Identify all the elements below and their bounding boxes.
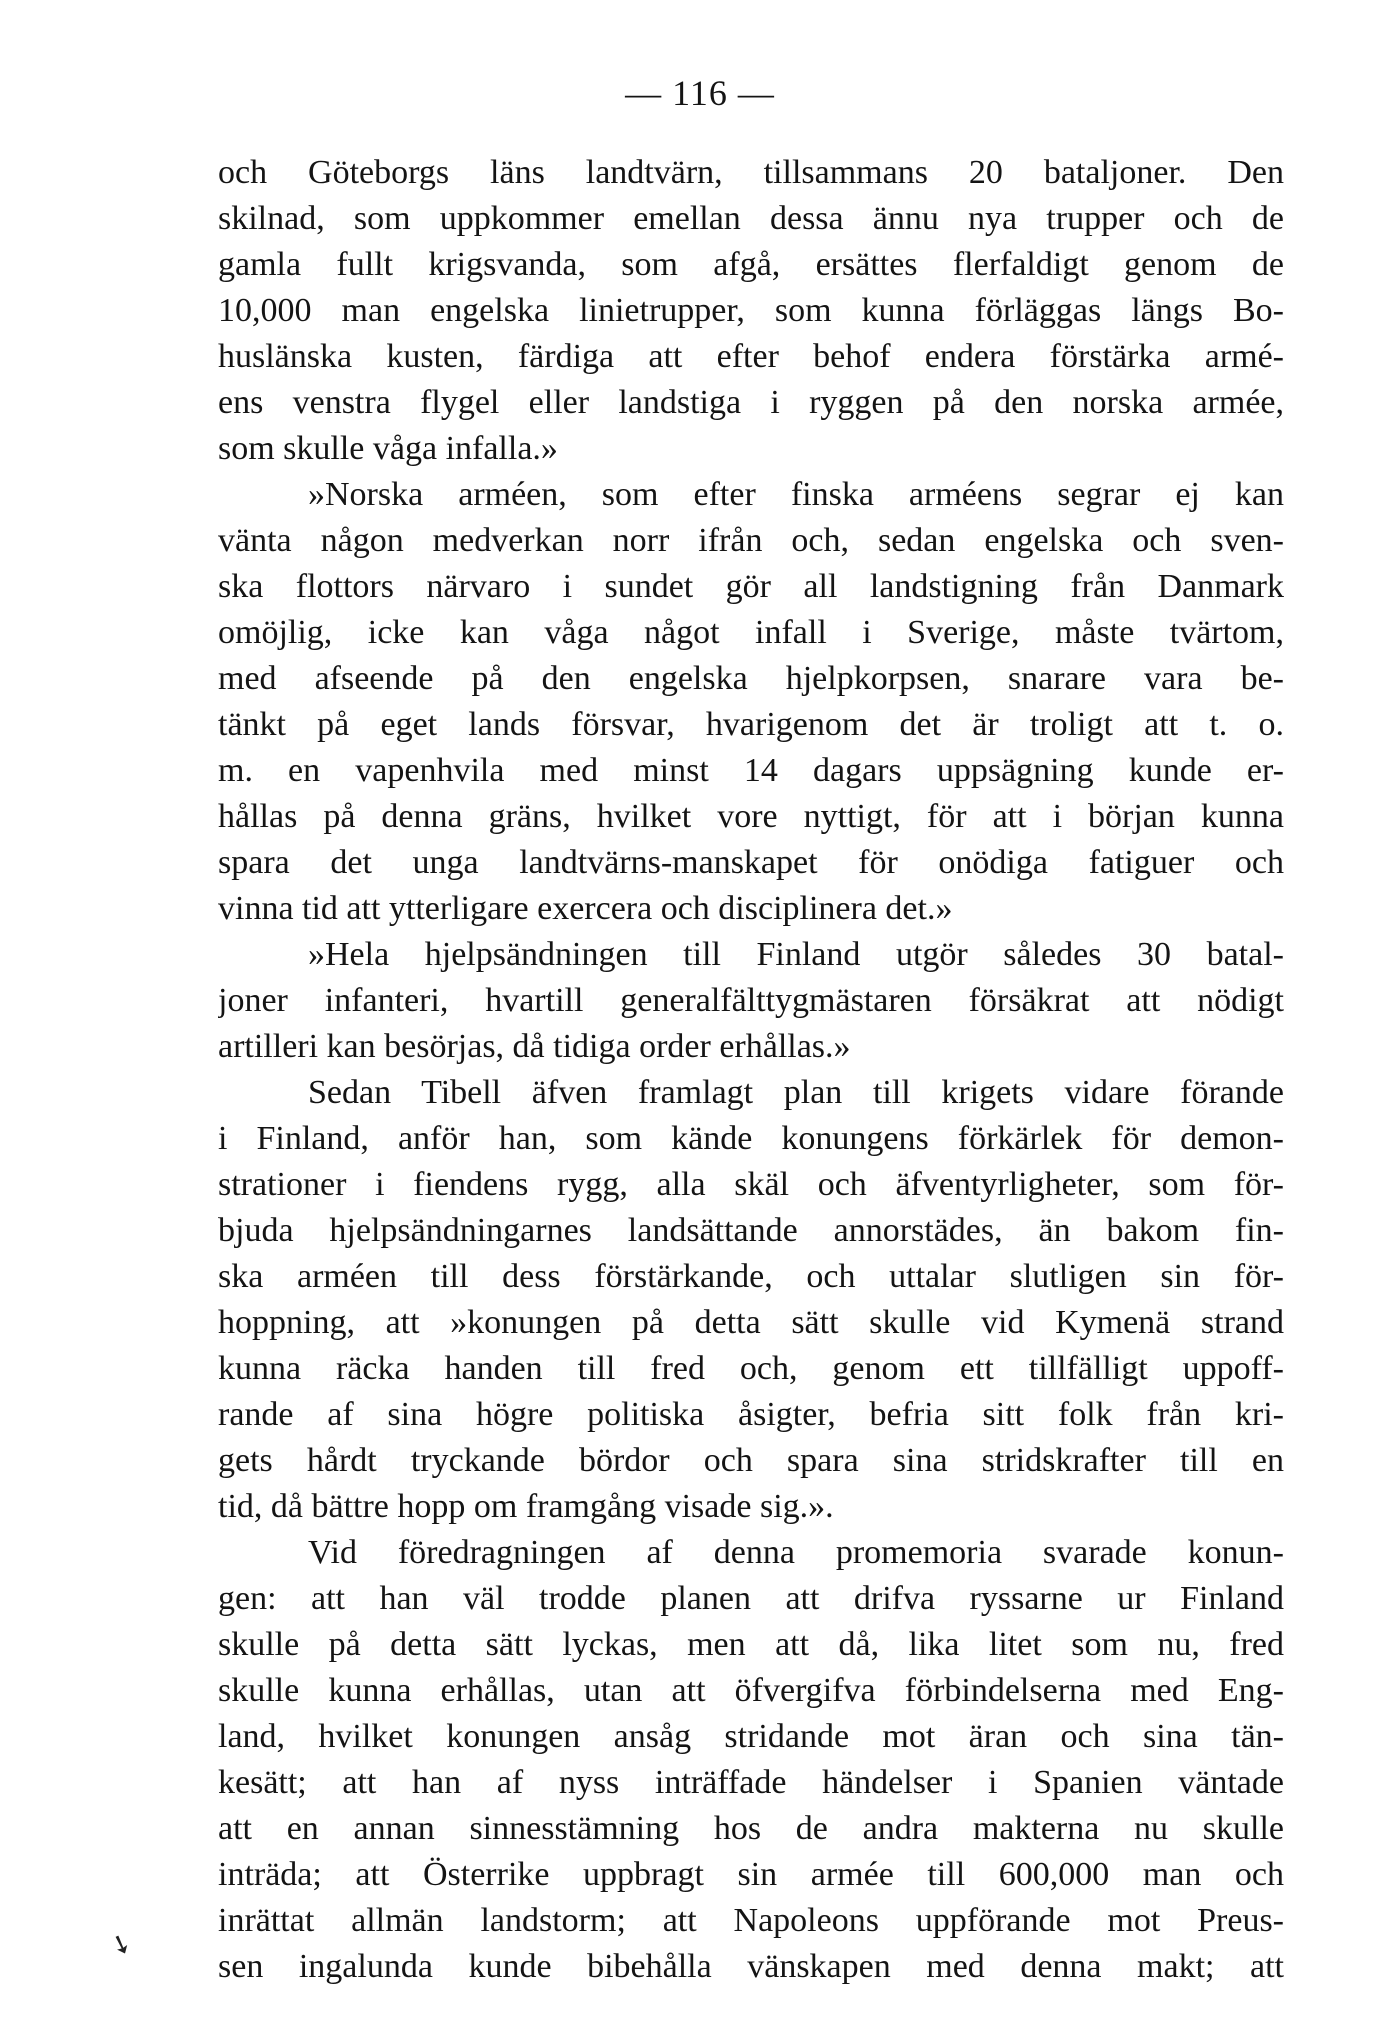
text-line: ens venstra flygel eller landstiga i ryggen på den norska armée,	[218, 384, 1284, 421]
text-line: artilleri kan besörjas, då tidiga order erhållas.»	[218, 1028, 851, 1065]
text-line: gamla fullt krigsvanda, som afgå, ersättes flerfaldigt genom de	[218, 246, 1284, 283]
text-line: inträda; att Österrike uppbragt sin armée till 600,000 man och	[218, 1856, 1284, 1893]
text-line: spara det unga landtvärns-manskapet för onödiga fatiguer och	[218, 844, 1284, 881]
text-line: gets hårdt tryckande bördor och spara sina stridskrafter till en	[218, 1442, 1284, 1479]
text-line: som skulle våga infalla.»	[218, 430, 558, 467]
text-line: tid, då bättre hopp om framgång visade sig.».	[218, 1488, 834, 1525]
text-line: med afseende på den engelska hjelpkorpsen, snarare vara be-	[218, 660, 1284, 697]
text-line: »Hela hjelpsändningen till Finland utgör således 30 batal-	[308, 936, 1284, 973]
margin-mark-icon: ➘	[105, 1927, 137, 1962]
text-line: ska flottors närvaro i sundet gör all landstigning från Danmark	[218, 568, 1284, 605]
text-line: kesätt; att han af nyss inträffade händelser i Spanien väntade	[218, 1764, 1284, 1801]
page-number: — 116 —	[625, 73, 775, 113]
text-line: tänkt på eget lands försvar, hvarigenom det är troligt att t. o.	[218, 706, 1284, 743]
text-line: hållas på denna gräns, hvilket vore nyttigt, för att i början kunna	[218, 798, 1284, 835]
body-text	[218, 150, 1284, 1990]
text-line: inrättat allmän landstorm; att Napoleons uppförande mot Preus-	[218, 1902, 1284, 1939]
text-line: Sedan Tibell äfven framlagt plan till krigets vidare förande	[308, 1074, 1284, 1111]
text-line: skulle på detta sätt lyckas, men att då, lika litet som nu, fred	[218, 1626, 1284, 1663]
text-line: ska arméen till dess förstärkande, och uttalar slutligen sin för-	[218, 1258, 1284, 1295]
text-line: vinna tid att ytterligare exercera och disciplinera det.»	[218, 890, 953, 927]
text-line: omöjlig, icke kan våga något infall i Sverige, måste tvärtom,	[218, 614, 1284, 651]
text-line: skilnad, som uppkommer emellan dessa ännu nya trupper och de	[218, 200, 1284, 237]
text-line: »Norska arméen, som efter finska arméens segrar ej kan	[308, 476, 1284, 513]
text-line: att en annan sinnesstämning hos de andra makterna nu skulle	[218, 1810, 1284, 1847]
text-line: strationer i fiendens rygg, alla skäl och äfventyrligheter, som för-	[218, 1166, 1284, 1203]
text-line: m. en vapenhvila med minst 14 dagars uppsägning kunde er-	[218, 752, 1284, 789]
text-line: Vid föredragningen af denna promemoria svarade konun-	[308, 1534, 1284, 1571]
text-line: land, hvilket konungen ansåg stridande mot äran och sina tän-	[218, 1718, 1284, 1755]
text-line: gen: att han väl trodde planen att drifva ryssarne ur Finland	[218, 1580, 1284, 1617]
text-line: vänta någon medverkan norr ifrån och, sedan engelska och sven-	[218, 522, 1284, 559]
text-line: huslänska kusten, färdiga att efter behof endera förstärka armé-	[218, 338, 1284, 375]
text-line: 10,000 man engelska linietrupper, som kunna förläggas längs Bo-	[218, 292, 1284, 329]
text-line: skulle kunna erhållas, utan att öfvergifva förbindelserna med Eng-	[218, 1672, 1284, 1709]
text-line: rande af sina högre politiska åsigter, befria sitt folk från kri-	[218, 1396, 1284, 1433]
text-line: i Finland, anför han, som kände konungens förkärlek för demon-	[218, 1120, 1284, 1157]
text-line: hoppning, att »konungen på detta sätt skulle vid Kymenä strand	[218, 1304, 1284, 1341]
text-line: sen ingalunda kunde bibehålla vänskapen med denna makt; att	[218, 1948, 1284, 1985]
text-line: joner infanteri, hvartill generalfälttygmästaren försäkrat att nödigt	[218, 982, 1284, 1019]
text-line: och Göteborgs läns landtvärn, tillsammans 20 bataljoner. Den	[218, 154, 1284, 191]
text-line: bjuda hjelpsändningarnes landsättande annorstädes, än bakom fin-	[218, 1212, 1284, 1249]
text-line: kunna räcka handen till fred och, genom ett tillfälligt uppoff-	[218, 1350, 1284, 1387]
